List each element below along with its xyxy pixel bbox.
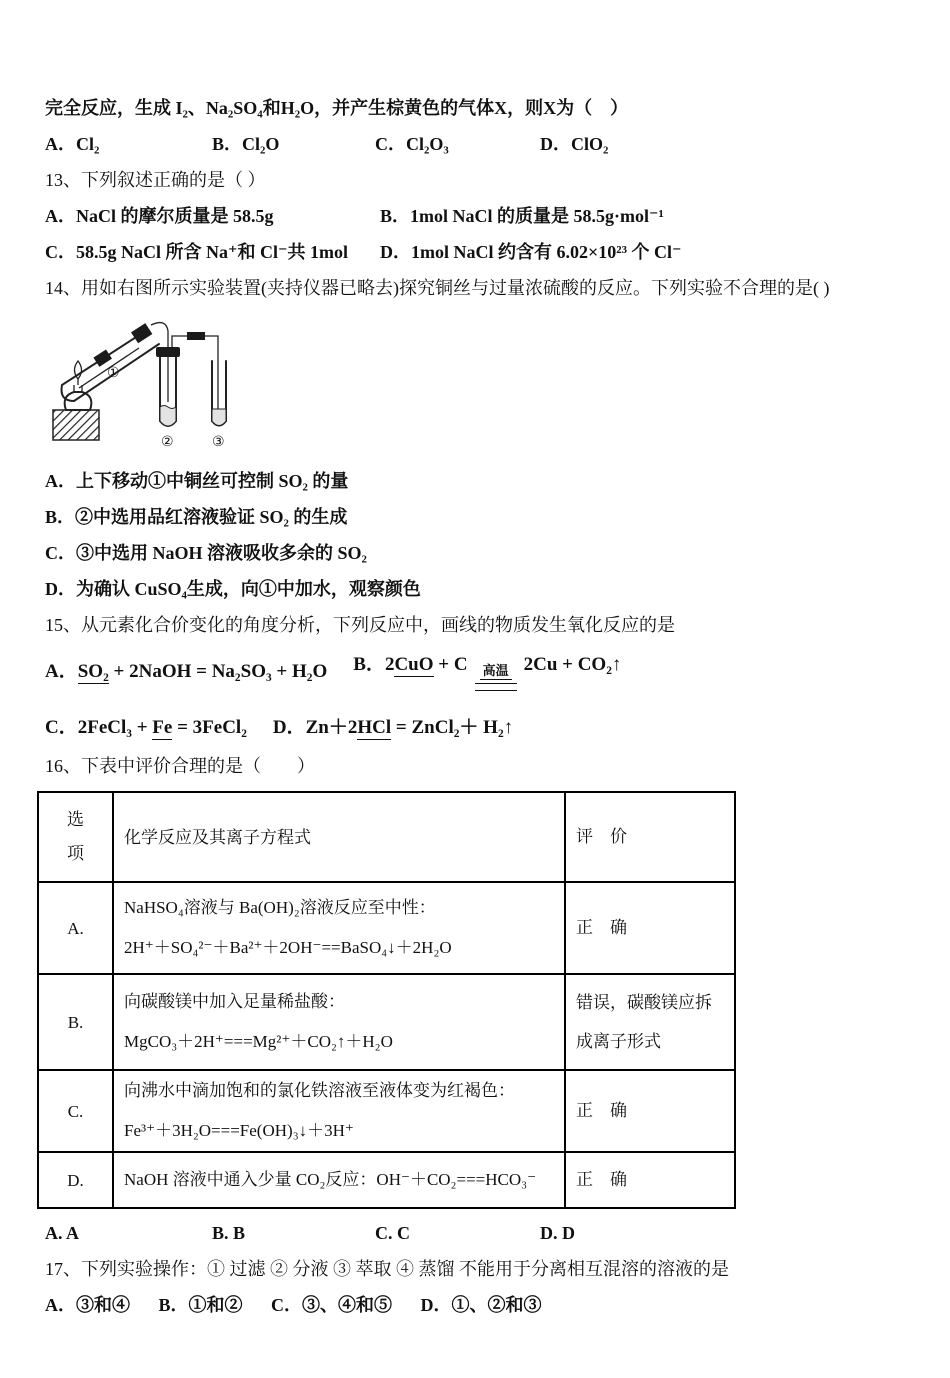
eq-a-underlined-species: SO₂ [77, 661, 109, 682]
question14-option-b: B．②中选用品红溶液验证 SO₂ 的生成 [45, 507, 348, 527]
row-c-evaluation: 正 确 [565, 1070, 735, 1152]
heating-block [53, 410, 99, 440]
row-c-equation-cell [113, 1070, 565, 1152]
eq-d-prefix: D．Zn＋2 [272, 717, 358, 738]
question13-options-row2 [45, 240, 908, 265]
row-d-equation-cell [113, 1152, 565, 1208]
eq-b-prefix: B．2 [353, 654, 395, 675]
answer-b: B. B [212, 1223, 246, 1243]
option-d: D．ClO₂ [540, 134, 609, 154]
table-row-b [38, 974, 735, 1070]
question14-option-c: C．③中选用 NaOH 溶液吸收多余的 SO₂ [45, 543, 367, 563]
row-c-ionic-equation: Fe³⁺＋3H₂O===Fe(OH)₃↓＋3H⁺ [124, 1121, 354, 1140]
header-option-line1: 选 [67, 810, 84, 829]
question17-options-row [45, 1293, 908, 1318]
option-a: A．NaCl 的摩尔质量是 58.5g [45, 206, 274, 226]
eq-c-prefix: C．2FeCl₃ + [45, 717, 153, 738]
answer-d: D. D [540, 1223, 575, 1243]
question15-options-row2 [45, 715, 908, 740]
eq-c-rest: = 3FeCl₂ [172, 717, 247, 738]
option-a: A．Cl₂ [45, 134, 100, 154]
eq-d-underlined-species: HCl [357, 717, 392, 738]
answer-c: C. C [375, 1223, 410, 1243]
stopper-2 [156, 347, 180, 357]
row-b-equation-cell [113, 974, 565, 1070]
equation-b [353, 652, 621, 691]
option-a: A．③和④ [45, 1295, 130, 1315]
label-1: ① [107, 365, 120, 381]
header-equation-column: 化学反应及其离子方程式 [113, 792, 565, 882]
row-b-description: 向碳酸镁中加入足量稀盐酸： [124, 992, 345, 1011]
question12-continuation-text: 完全反应，生成 I₂、Na₂SO₄和H₂O，并产生棕黄色的气体X，则X为（ ） [45, 98, 629, 118]
row-a-option: A. [38, 882, 113, 974]
eq-a-rest: + 2NaOH = Na₂SO₃ + H₂O [108, 661, 328, 682]
eq-c-underlined-species: Fe [152, 717, 173, 738]
question14-option-a: A．上下移动①中铜丝可控制 SO₂ 的量 [45, 471, 349, 491]
row-a-equation-cell [113, 882, 565, 974]
option-b: B．Cl₂O [212, 134, 280, 154]
question15-options-row1 [45, 652, 908, 691]
option-c: C．Cl₂O₃ [375, 134, 449, 154]
row-a-ionic-equation: 2H⁺＋SO₄²⁻＋Ba²⁺＋2OH⁻==BaSO₄↓＋2H₂O [124, 938, 452, 957]
row-b-ionic-equation: MgCO₃＋2H⁺===Mg²⁺＋CO₂↑＋H₂O [124, 1032, 393, 1051]
question13-stem: 13、下列叙述正确的是（ ） [45, 170, 266, 190]
equation-c [45, 715, 247, 740]
label-2: ② [161, 434, 174, 449]
question16-stem: 16、下表中评价合理的是（ ） [45, 756, 315, 776]
option-c: C．58.5g NaCl 所含 Na⁺和 Cl⁻共 1mol [45, 242, 348, 262]
table-header-row [38, 792, 735, 882]
row-c-description: 向沸水中滴加饱和的氯化铁溶液至液体变为红褐色： [124, 1081, 515, 1100]
row-c-option: C. [38, 1070, 113, 1152]
evaluation-table [37, 791, 736, 1209]
option-c: C．③、④和⑤ [271, 1295, 393, 1315]
row-a-description: NaHSO₄溶液与 Ba(OH)₂溶液反应至中性： [124, 898, 436, 917]
question14-stem: 14、用如右图所示实验装置(夹持仪器已略去)探究铜丝与过量浓硫酸的反应。下列实验不合理的是( ) [45, 278, 830, 298]
eq-d-rest: = ZnCl₂＋ H₂↑ [391, 717, 514, 738]
eq-b-mid: + C [433, 654, 468, 675]
apparatus-diagram [37, 309, 252, 449]
header-option-line2: 项 [67, 844, 84, 863]
table-row-d [38, 1152, 735, 1208]
eq-b-rest: 2Cu + CO₂↑ [523, 654, 622, 675]
answer-a: A. A [45, 1223, 80, 1243]
option-b: B．1mol NaCl 的质量是 58.5g·mol⁻¹ [380, 206, 664, 226]
option-d: D．1mol NaCl 约含有 6.02×10²³ 个 Cl⁻ [380, 242, 682, 262]
row-d-option: D. [38, 1152, 113, 1208]
connector-band [187, 332, 205, 340]
question13-options-row1 [45, 204, 908, 229]
liquid-2 [160, 406, 176, 427]
question14-option-d: D．为确认 CuSO₄生成，向①中加水，观察颜色 [45, 579, 421, 599]
label-3: ③ [212, 434, 225, 449]
liquid-3 [212, 409, 226, 426]
double-line-icon [475, 683, 517, 691]
header-evaluation-column: 评 价 [565, 792, 735, 882]
question17-stem: 17、下列实验操作：① 过滤 ② 分液 ③ 萃取 ④ 蒸馏 不能用于分离相互混溶的溶液的是 [45, 1259, 729, 1279]
option-d: D．①、②和③ [420, 1295, 542, 1315]
equation-a [45, 659, 327, 684]
eq-b-underlined-species: CuO [394, 654, 434, 675]
header-option-column [38, 792, 113, 882]
row-d-evaluation: 正 确 [565, 1152, 735, 1208]
equation-d [273, 715, 513, 740]
row-b-evaluation: 错误，碳酸镁应拆成离子形式 [565, 974, 735, 1070]
question16-answers-row [45, 1221, 908, 1246]
reaction-condition [475, 664, 517, 691]
table-row-a [38, 882, 735, 974]
question15-stem: 15、从元素化合价变化的角度分析，下列反应中，画线的物质发生氧化反应的是 [45, 615, 675, 635]
row-a-evaluation: 正 确 [565, 882, 735, 974]
condition-text: 高温 [480, 664, 512, 680]
row-b-option: B. [38, 974, 113, 1070]
row-d-description: NaOH 溶液中通入少量 CO₂反应：OH⁻＋CO₂===HCO₃⁻ [124, 1170, 537, 1189]
table-row-c [38, 1070, 735, 1152]
question12-options-row [45, 132, 908, 157]
stopper-1 [131, 323, 152, 343]
option-b: B．①和② [158, 1295, 243, 1315]
eq-a-prefix: A． [45, 661, 78, 682]
